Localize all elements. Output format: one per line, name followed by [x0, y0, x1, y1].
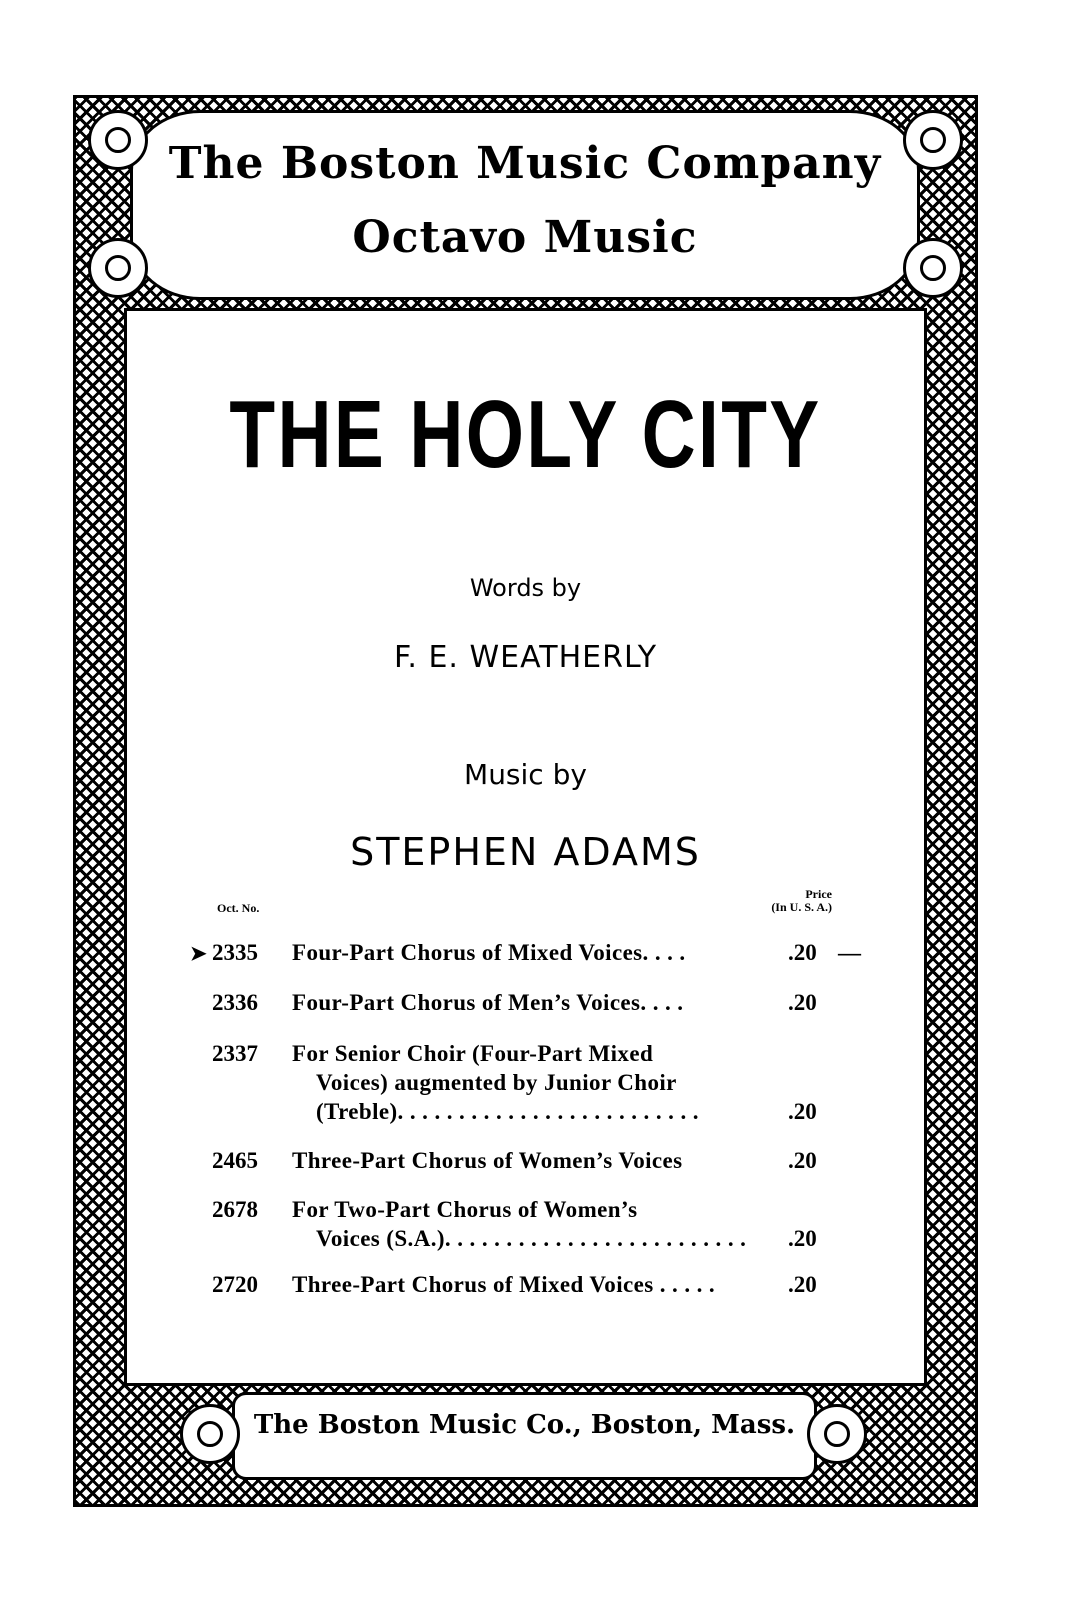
price-header — [742, 888, 832, 914]
price-header-line: Price — [805, 887, 832, 901]
edition-description: Four-Part Chorus of Men’s Voices. . . . — [292, 990, 684, 1015]
edition-description — [292, 1195, 767, 1253]
octavo-number-header: Oct. No. — [217, 901, 260, 915]
lyricist-name: F. E. WEATHERLY — [393, 640, 658, 675]
octavo-number: 2720 — [212, 1272, 258, 1297]
edition-description: Four-Part Chorus of Mixed Voices. . . . — [292, 940, 686, 965]
arrow-icon: ➤ — [190, 943, 207, 965]
scroll-ornament-icon — [180, 1404, 240, 1464]
description-line: For Two-Part Chorus of Women’s — [292, 1197, 638, 1222]
octavo-number: 2678 — [212, 1197, 258, 1222]
description-line: (Treble). . . . . . . . . . . . . . . . . . . . . . . . . — [316, 1099, 699, 1124]
dash-mark: — — [838, 940, 861, 965]
octavo-number: 2336 — [212, 990, 258, 1015]
edition-price: .20 — [788, 990, 817, 1015]
edition-description — [292, 1039, 767, 1126]
publisher-name: The Boston Music Company — [168, 138, 882, 189]
edition-description: Three-Part Chorus of Mixed Voices . . . . . — [292, 1272, 716, 1297]
edition-description: Three-Part Chorus of Women’s Voices — [292, 1148, 683, 1173]
price-header-line: (In U. S. A.) — [771, 900, 832, 914]
octavo-number: 2337 — [212, 1041, 258, 1066]
octavo-number: 2335 — [212, 940, 258, 965]
publisher-imprint: The Boston Music Co., Boston, Mass. — [253, 1410, 796, 1440]
edition-price: .20 — [788, 1272, 817, 1297]
music-by-label: Music by — [464, 758, 587, 791]
description-line: For Senior Choir (Four-Part Mixed — [292, 1041, 654, 1066]
edition-price: .20 — [788, 940, 817, 965]
description-line: Voices (S.A.). . . . . . . . . . . . . . . . . . . . . . . . . — [316, 1226, 747, 1251]
edition-price: .20 — [788, 1148, 817, 1173]
edition-price: .20 — [788, 1099, 817, 1124]
series-name: Octavo Music — [352, 212, 698, 263]
edition-price: .20 — [788, 1226, 817, 1251]
words-by-label: Words by — [469, 574, 582, 602]
description-line: Voices) augmented by Junior Choir — [316, 1070, 677, 1095]
page-title: THE HOLY CITY — [229, 381, 822, 488]
octavo-number: 2465 — [212, 1148, 258, 1173]
composer-name: STEPHEN ADAMS — [350, 830, 701, 874]
